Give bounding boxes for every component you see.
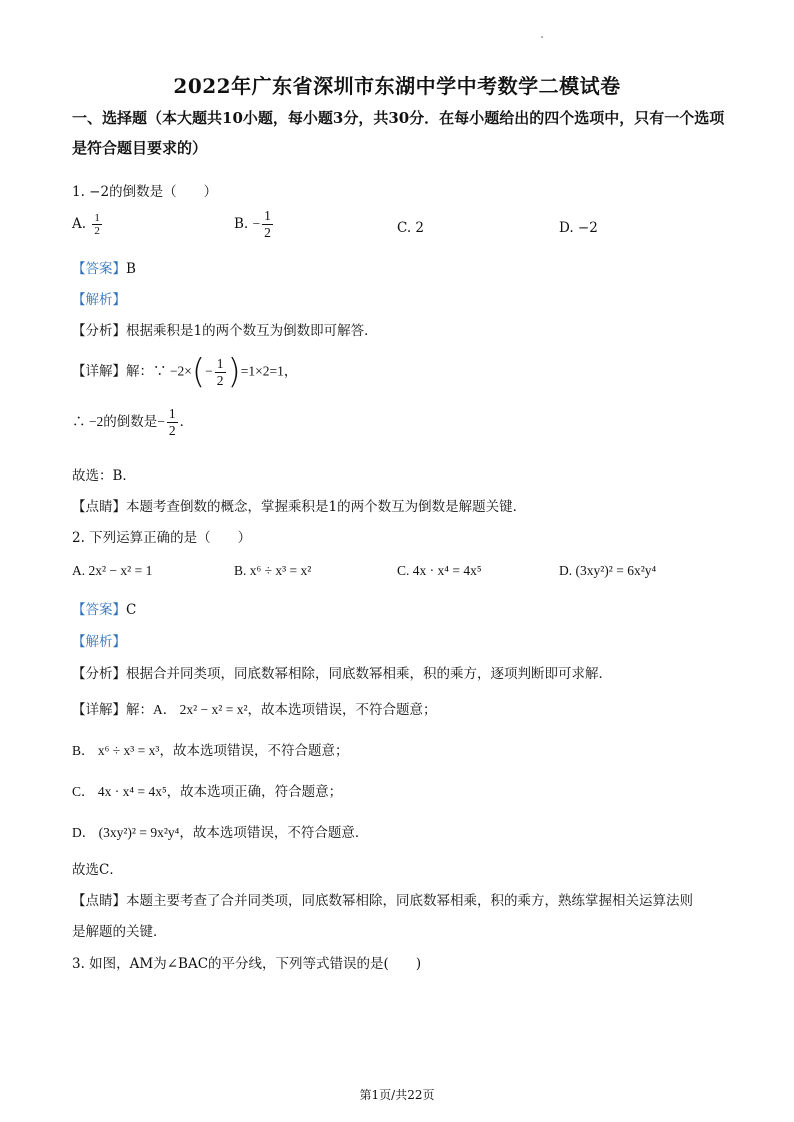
q2-dianjing-line-2: 是解题的关键． — [72, 924, 167, 940]
dianjing-tag: 【点睛】 — [72, 499, 126, 515]
q2-option-c: C. 4x · x⁴ = 4x⁵ — [397, 563, 482, 578]
q2-dianjing — [72, 889, 693, 909]
fenxi-tag: 【分析】 — [72, 323, 126, 339]
q2-choose: 故选C． — [72, 862, 123, 878]
q1-option-a — [72, 212, 104, 237]
q1-option-a-label: A. — [72, 216, 87, 232]
page-footer: 第1页/共22页 — [359, 1088, 435, 1102]
q3-stem: 3. 如图，AM为∠BAC的平分线，下列等式错误的是( ) — [72, 956, 422, 972]
q1-option-b — [234, 208, 275, 241]
q2-answer-value: C — [126, 602, 137, 618]
q1-fenxi — [72, 319, 378, 339]
q1-xiangjie-numerator: 1 — [216, 355, 224, 371]
dianjing-tag: 【点睛】 — [72, 893, 126, 909]
analysis-tag: 【解析】 — [72, 292, 126, 308]
section-heading: 一、选择题（本大题共10小题，每小题3分，共30分．在每小题给出的四个选项中，只有一个选项是符合题目要求的） — [72, 109, 725, 157]
q1-option-c: C. 2 — [397, 220, 425, 236]
q2-fenxi — [72, 662, 612, 682]
q1-therefore-denominator: 2 — [168, 423, 176, 438]
q1-therefore-pre: ∴ −2的倒数是− — [72, 414, 165, 429]
q1-xiangjie-pre: 解：∵ −2× — [126, 363, 192, 379]
q2-stem: 2. 下列运算正确的是（ ） — [72, 530, 252, 546]
q1-option-d: D. −2 — [559, 220, 598, 236]
xiangjie-tag: 【详解】 — [72, 363, 126, 380]
q2-xiangjie-a — [72, 698, 437, 718]
q1-therefore-numerator: 1 — [168, 406, 176, 421]
left-paren: ( — [191, 352, 206, 392]
q1-stem: 1. −2的倒数是（ ） — [72, 184, 218, 200]
answer-tag: 【答案】 — [72, 602, 126, 618]
q1-answer-value: B — [126, 261, 136, 277]
q1-option-a-numerator: 1 — [94, 212, 100, 224]
q2-dianjing-text-1: 本题主要考查了合并同类项，同底数幂相除，同底数幂相乘，积的乘方，熟练掌握相关运算法则 — [126, 893, 693, 909]
q1-dianjing — [72, 495, 526, 515]
q1-analysis — [72, 288, 126, 308]
q1-option-b-sign: − — [252, 216, 261, 231]
answer-tag: 【答案】 — [72, 261, 126, 277]
q1-therefore-fraction — [167, 406, 178, 439]
xiangjie-tag: 【详解】 — [72, 702, 126, 718]
q1-option-a-denominator: 2 — [94, 225, 100, 237]
q1-fenxi-text: 根据乘积是1的两个数互为倒数即可解答． — [126, 323, 378, 339]
q1-choose: 故选：B． — [72, 468, 136, 484]
q2-line-b: B． x⁶ ÷ x³ = x³，故本选项错误，不符合题意； — [72, 743, 349, 758]
q1-option-a-fraction — [92, 212, 102, 237]
q1-xiangjie-denominator: 2 — [216, 372, 224, 388]
q1-xiangjie-fraction — [215, 356, 226, 389]
q2-xiangjie-a-text: 解：A． 2x² − x² = x²，故本选项错误，不符合题意； — [126, 702, 437, 717]
q2-line-d: D． (3xy²)² = 9x²y⁴，故本选项错误，不符合题意． — [72, 825, 369, 840]
scan-dot — [541, 36, 543, 38]
q1-option-b-denominator: 2 — [264, 225, 271, 240]
q2-line-c: C． 4x · x⁴ = 4x⁵，故本选项正确，符合题意； — [72, 784, 343, 799]
q2-answer — [72, 598, 136, 618]
minus-sign: − — [205, 363, 213, 379]
analysis-tag: 【解析】 — [72, 634, 126, 650]
right-paren: ) — [227, 352, 241, 392]
q1-option-b-numerator: 1 — [264, 208, 271, 223]
fenxi-tag: 【分析】 — [72, 666, 126, 682]
q1-dianjing-text: 本题考查倒数的概念，掌握乘积是1的两个数互为倒数是解题关键． — [126, 499, 527, 515]
page-title: 2022年广东省深圳市东湖中学中考数学二模试卷 — [173, 74, 621, 98]
q1-answer — [72, 257, 136, 277]
q1-xiangjie-post: =1×2=1， — [240, 363, 298, 379]
q2-option-b: B. x⁶ ÷ x³ = x² — [234, 563, 312, 578]
q1-option-b-label: B. — [234, 216, 249, 232]
q2-option-a: A. 2x² − x² = 1 — [72, 563, 153, 578]
q1-therefore — [72, 406, 193, 439]
q1-option-b-fraction — [262, 208, 273, 241]
q1-xiangjie — [72, 352, 297, 392]
q1-therefore-post: ． — [179, 414, 194, 430]
q2-fenxi-text: 根据合并同类项，同底数幂相除，同底数幂相乘，积的乘方，逐项判断即可求解． — [126, 666, 612, 682]
q2-analysis — [72, 630, 126, 650]
q2-option-d: D. (3xy²)² = 6x²y⁴ — [559, 563, 657, 578]
